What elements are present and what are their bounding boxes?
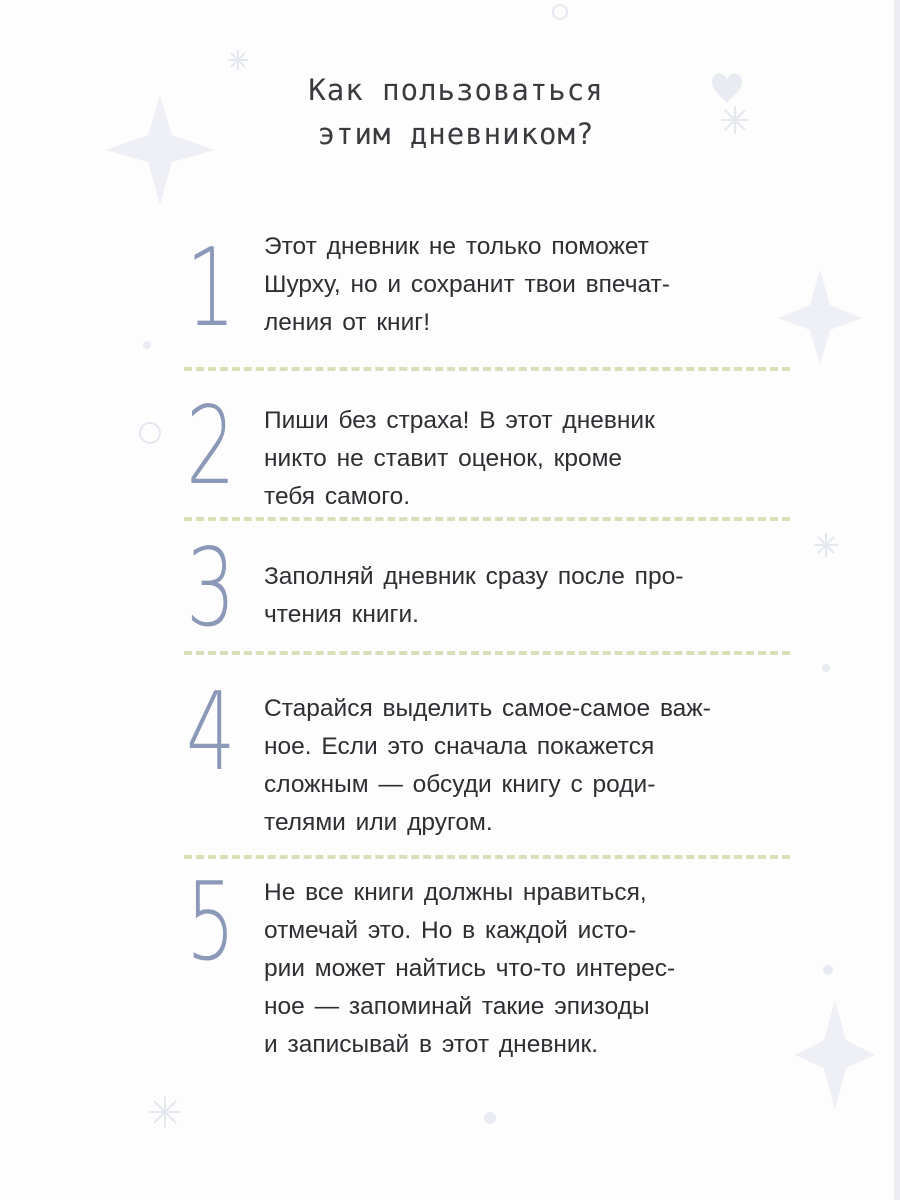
item-number: 2 (186, 384, 235, 509)
section-divider (184, 367, 790, 371)
star-decoration-icon (795, 1000, 875, 1110)
item-text-line: Пиши без страха! В этот дневник (264, 407, 655, 434)
circle-decoration-icon (553, 5, 567, 19)
item-text-line: никто не ставит оценок, кроме (264, 445, 623, 472)
sparkle-decoration-icon (814, 533, 838, 557)
dot-decoration-icon (143, 341, 151, 349)
section-divider (184, 855, 790, 859)
item-text (264, 228, 792, 342)
item-number: 1 (186, 226, 235, 351)
item-text (264, 402, 792, 516)
sparkle-decoration-icon (149, 1096, 181, 1128)
item-text-line: и записывай в этот дневник. (264, 1031, 599, 1058)
section-divider (184, 651, 790, 655)
page-title-line-1: Как пользоваться (308, 73, 604, 107)
item-number: 3 (186, 526, 235, 651)
item-text-line: Старайся выделить самое-самое важ- (264, 695, 711, 722)
item-text (264, 874, 792, 1064)
dot-decoration-icon (823, 965, 833, 975)
item-text-line: ления от книг! (264, 309, 431, 336)
item-text-line: телями или другом. (264, 809, 493, 836)
sparkle-decoration-icon (228, 50, 248, 70)
dot-decoration-icon (484, 1112, 496, 1124)
page-title (0, 68, 900, 156)
item-text (264, 558, 792, 634)
item-text-line: сложным — обсуди книгу с роди- (264, 771, 656, 798)
item-text-line: ное. Если это сначала покажется (264, 733, 655, 760)
item-text-line: Не все книги должны нравиться, (264, 879, 647, 906)
item-text-line: Шурху, но и сохранит твои впечат- (264, 271, 670, 298)
item-text (264, 690, 792, 842)
dot-decoration-icon (822, 664, 830, 672)
item-text-line: Этот дневник не только поможет (264, 233, 649, 260)
item-number: 4 (186, 670, 235, 795)
item-text-line: ное — запоминай такие эпизоды (264, 993, 650, 1020)
item-text-line: Заполняй дневник сразу после про- (264, 563, 684, 590)
circle-decoration-icon (140, 423, 160, 443)
section-divider (184, 517, 790, 521)
page-title-line-2: этим дневником? (317, 117, 595, 151)
item-number: 5 (186, 860, 235, 985)
item-text-line: чтения книги. (264, 601, 419, 628)
item-text-line: тебя самого. (264, 483, 411, 510)
item-text-line: рии может найтись что-то интерес- (264, 955, 676, 982)
item-text-line: отмечай это. Но в каждой исто- (264, 917, 637, 944)
